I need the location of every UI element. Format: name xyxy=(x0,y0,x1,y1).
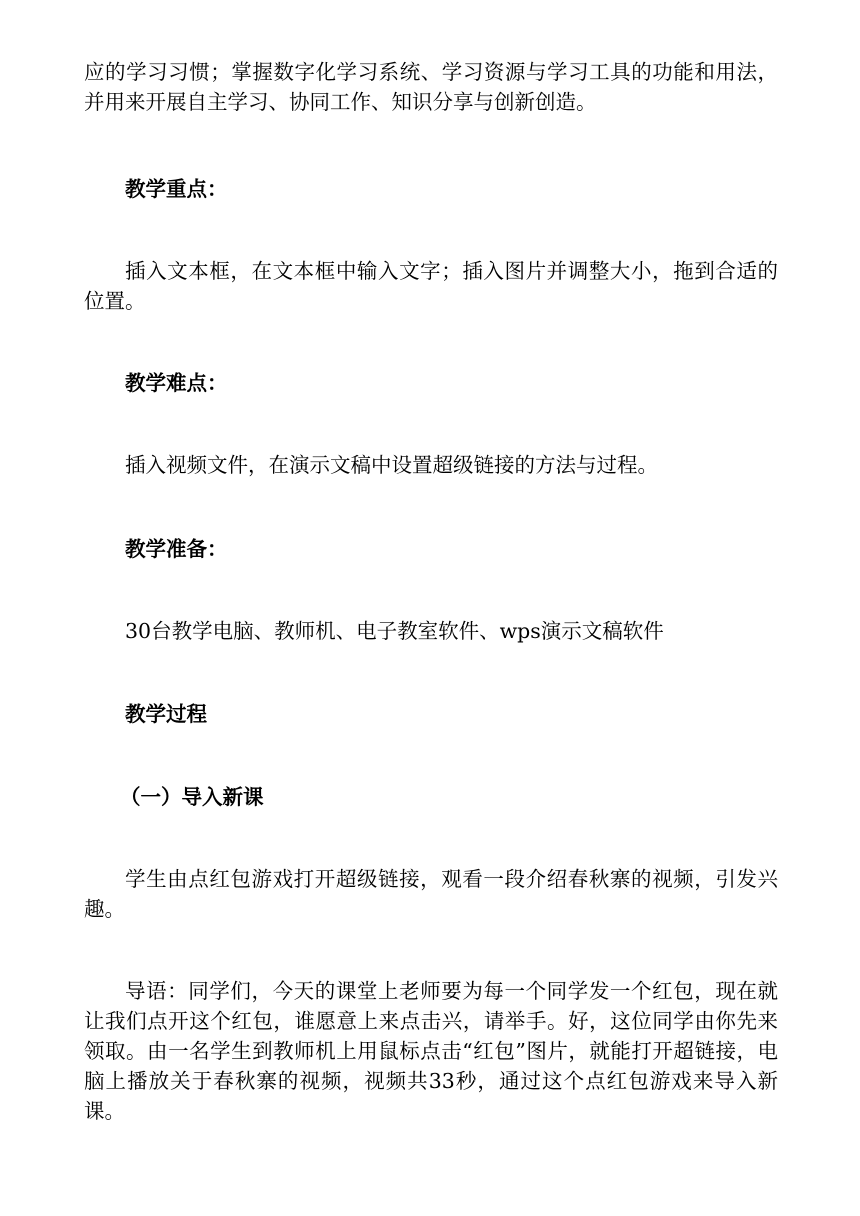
teaching-focus-paragraph: 插入文本框，在文本框中输入文字；插入图片并调整大小，拖到合适的位置。 xyxy=(84,259,778,313)
guide-paragraph: 导语：同学们，今天的课堂上老师要为每一个同学发一个红包，现在就让我们点开这个红包，谁愿意上来点击兴，请举手。好，这位同学由你先来领取。由一名学生到教师机上用鼠标点击“红包”图片，就能打开超链接，电脑上播放关于春秋寨的视频，视频共33秒，通过这个点红包游戏来导入新课。 xyxy=(84,979,778,1123)
teaching-difficulty-paragraph: 插入视频文件，在演示文稿中设置超级链接的方法与过程。 xyxy=(125,453,658,477)
teaching-preparation-heading: 教学准备： xyxy=(125,537,228,561)
step-one-heading: （一）导入新课 xyxy=(120,785,264,809)
teaching-focus-heading: 教学重点： xyxy=(125,177,228,201)
teaching-preparation-paragraph: 30台教学电脑、教师机、电子教室软件、wps演示文稿软件 xyxy=(125,619,664,643)
teaching-difficulty-heading: 教学难点： xyxy=(125,371,228,395)
intro-paragraph: 应的学习习惯；掌握数字化学习系统、学习资源与学习工具的功能和用法，并用来开展自主学习、协同工作、知识分享与创新创造。 xyxy=(84,60,778,114)
teaching-process-heading: 教学过程 xyxy=(125,702,207,726)
step-one-paragraph: 学生由点红包游戏打开超级链接，观看一段介绍春秋寨的视频，引发兴趣。 xyxy=(84,867,778,921)
